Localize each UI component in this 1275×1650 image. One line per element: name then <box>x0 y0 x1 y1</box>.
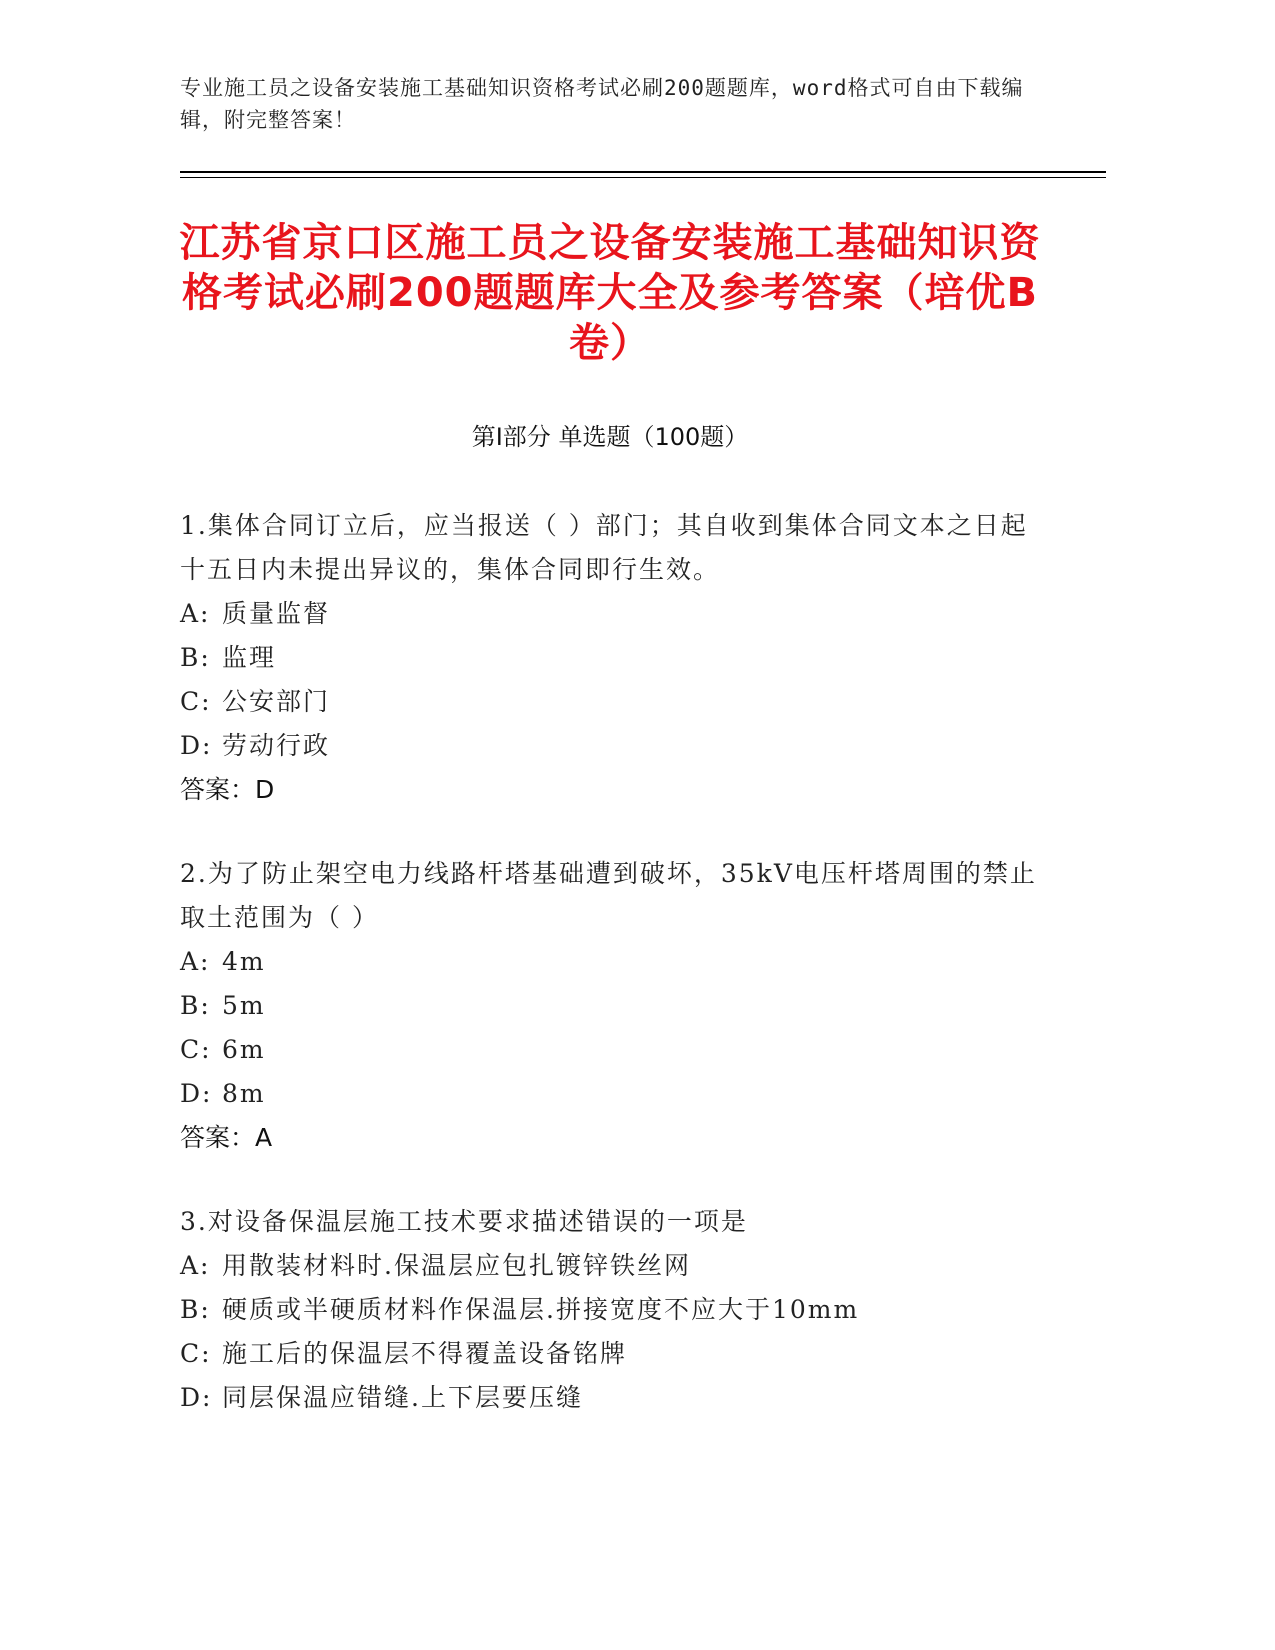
option-a <box>180 1244 1040 1288</box>
option-key: B: <box>180 1295 211 1324</box>
option-text: 监理 <box>222 643 277 672</box>
answer-line: 答案：A <box>180 1123 273 1152</box>
option-text: 同层保温应错缝.上下层要压缝 <box>222 1383 583 1412</box>
option-b <box>180 984 1040 1028</box>
option-b <box>180 1288 1040 1332</box>
question-3 <box>180 1200 1040 1420</box>
question-stem: 2.为了防止架空电力线路杆塔基础遭到破坏，35kV电压杆塔周围的禁止取土范围为（ ） <box>180 859 1037 932</box>
question-2 <box>180 852 1040 1160</box>
question-stem: 3.对设备保温层施工技术要求描述错误的一项是 <box>180 1207 748 1236</box>
option-a <box>180 592 1040 636</box>
option-text: 质量监督 <box>222 599 331 628</box>
option-text: 用散装材料时.保温层应包扎镀锌铁丝网 <box>222 1251 691 1280</box>
option-text: 6m <box>222 1035 266 1064</box>
option-text: 劳动行政 <box>222 731 331 760</box>
option-text: 4m <box>222 947 266 976</box>
option-key: B: <box>180 643 211 672</box>
option-key: A: <box>180 947 211 976</box>
option-b <box>180 636 1040 680</box>
question-1 <box>180 504 1040 812</box>
option-key: D: <box>180 1383 213 1412</box>
question-stem: 1.集体合同订立后，应当报送（ ）部门；其自收到集体合同文本之日起十五日内未提出异议的，集体合同即行生效。 <box>180 511 1028 584</box>
option-text: 公安部门 <box>222 687 331 716</box>
option-key: C: <box>180 1339 212 1368</box>
option-text: 8m <box>222 1079 266 1108</box>
header-note: 专业施工员之设备安装施工基础知识资格考试必刷200题题库，word格式可自由下载编辑，附完整答案！ <box>180 76 1024 132</box>
option-key: C: <box>180 687 212 716</box>
option-text: 施工后的保温层不得覆盖设备铭牌 <box>222 1339 628 1368</box>
option-key: A: <box>180 1251 211 1280</box>
option-c <box>180 680 1040 724</box>
option-c <box>180 1028 1040 1072</box>
option-a <box>180 940 1040 984</box>
option-text: 硬质或半硬质材料作保温层.拼接宽度不应大于10mm <box>222 1295 860 1324</box>
answer-line: 答案：D <box>180 775 275 804</box>
option-key: D: <box>180 731 213 760</box>
document-title: 江苏省京口区施工员之设备安装施工基础知识资格考试必刷200题题库大全及参考答案（培优B卷） <box>179 220 1041 366</box>
header-divider-thin <box>180 177 1106 178</box>
option-text: 5m <box>222 991 266 1020</box>
question-list <box>180 504 1040 1460</box>
option-c <box>180 1332 1040 1376</box>
option-d <box>180 724 1040 768</box>
option-key: A: <box>180 599 211 628</box>
option-key: B: <box>180 991 211 1020</box>
option-d <box>180 1072 1040 1116</box>
header-divider-thick <box>180 171 1106 173</box>
section-title: 第I部分 单选题（100题） <box>471 423 749 451</box>
option-key: C: <box>180 1035 212 1064</box>
option-d <box>180 1376 1040 1420</box>
option-key: D: <box>180 1079 213 1108</box>
